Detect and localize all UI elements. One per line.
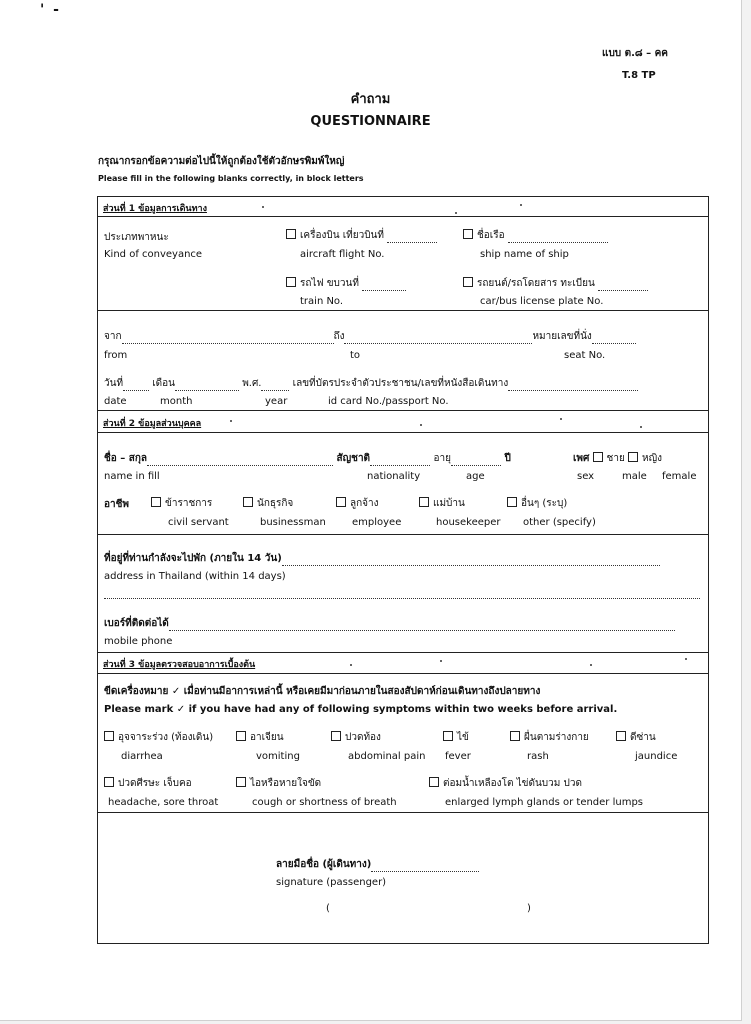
scan-speck bbox=[350, 664, 352, 666]
rash-label-thai: ผื่นตามร่างกาย bbox=[524, 732, 589, 743]
occupation-option-employee[interactable] bbox=[336, 496, 379, 511]
id-field[interactable] bbox=[508, 380, 638, 391]
scan-corner-mark: ' - bbox=[40, 2, 61, 18]
civil-servant-label-thai: ข้าราชการ bbox=[165, 498, 213, 509]
male-label-thai: ชาย bbox=[606, 453, 625, 464]
to-label-thai: ถึง bbox=[333, 331, 345, 342]
nationality-label-english: nationality bbox=[367, 471, 421, 482]
name-label-thai: ชื่อ – สกุล bbox=[104, 453, 148, 464]
symptom-jaundice[interactable] bbox=[616, 730, 656, 745]
occupation-label-thai: อาชีพ bbox=[104, 499, 129, 510]
scan-speck bbox=[560, 418, 562, 420]
month-label-english: month bbox=[160, 396, 193, 407]
date-field[interactable] bbox=[123, 380, 149, 391]
jaundice-label-english: jaundice bbox=[635, 751, 678, 762]
name-label-english: name in fill bbox=[104, 471, 160, 482]
scan-speck bbox=[590, 664, 592, 666]
address-field-line2[interactable] bbox=[104, 588, 700, 599]
signature-open-paren: ( bbox=[326, 903, 330, 914]
year-unit-thai: ปี bbox=[504, 453, 511, 464]
male-label-english: male bbox=[622, 471, 647, 482]
conveyance-label-english: Kind of conveyance bbox=[104, 249, 203, 260]
scan-speck bbox=[262, 206, 264, 208]
conveyance-label-thai: ประเภทพาหนะ bbox=[104, 232, 169, 243]
occupation-option-business[interactable] bbox=[243, 496, 293, 511]
scan-speck bbox=[520, 204, 522, 206]
housekeeper-label-english: housekeeper bbox=[436, 517, 501, 528]
title-english: QUESTIONNAIRE bbox=[310, 114, 431, 129]
signature-row bbox=[276, 857, 479, 872]
to-field[interactable] bbox=[344, 333, 532, 344]
housekeeper-checkbox[interactable] bbox=[419, 497, 429, 507]
year-label-thai: พ.ศ. bbox=[242, 378, 262, 389]
employee-label-english: employee bbox=[352, 517, 402, 528]
mark-instruction-english bbox=[104, 704, 617, 715]
car-checkbox[interactable] bbox=[463, 277, 473, 287]
female-label-thai: หญิง bbox=[642, 453, 662, 464]
mark-instruction-thai bbox=[104, 684, 540, 699]
nationality-label-thai: สัญชาติ bbox=[336, 453, 371, 464]
age-field[interactable] bbox=[451, 455, 501, 466]
age-label-english: age bbox=[466, 471, 485, 482]
instruction-thai: กรุณากรอกข้อความต่อไปนี้ให้ถูกต้องใช้ตัวอักษรพิมพ์ใหญ่ bbox=[98, 156, 345, 167]
other-occupation-label-english: other (specify) bbox=[523, 517, 596, 528]
conveyance-divider bbox=[97, 310, 709, 311]
aircraft-label-english: aircraft flight No. bbox=[300, 249, 385, 260]
instruction-english: Please fill in the following blanks correctly, in block letters bbox=[98, 174, 364, 183]
check-mark-icon: ✓ bbox=[171, 686, 181, 697]
section2-top-divider bbox=[97, 410, 709, 411]
title-thai: คำถาม bbox=[350, 92, 391, 107]
vomiting-label-english: vomiting bbox=[256, 751, 300, 762]
symptom-vomiting[interactable] bbox=[236, 730, 284, 745]
jaundice-checkbox[interactable] bbox=[616, 731, 626, 741]
female-label-english: female bbox=[662, 471, 697, 482]
aircraft-option[interactable] bbox=[286, 228, 437, 243]
occupation-option-civil[interactable] bbox=[151, 496, 212, 511]
rash-label-english: rash bbox=[527, 751, 549, 762]
businessman-label-thai: นักธุรกิจ bbox=[257, 498, 294, 509]
cough-label-english: cough or shortness of breath bbox=[252, 797, 397, 808]
businessman-checkbox[interactable] bbox=[243, 497, 253, 507]
address-label-thai: ที่อยู่ที่ท่านกำลังจะไปพัก (ภายใน 14 วัน) bbox=[104, 553, 282, 564]
mark-instruction-english-a: Please mark bbox=[104, 704, 174, 715]
seat-label-english: seat No. bbox=[564, 350, 606, 361]
signature-label-thai: ลายมือชื่อ (ผู้เดินทาง) bbox=[276, 859, 372, 870]
scan-speck bbox=[440, 660, 442, 662]
car-label-thai: รถยนต์/รถโดยสาร ทะเบียน bbox=[477, 278, 595, 289]
scan-speck bbox=[230, 420, 232, 422]
seat-field[interactable] bbox=[592, 333, 636, 344]
symptom-fever[interactable] bbox=[443, 730, 469, 745]
other-occupation-checkbox[interactable] bbox=[507, 497, 517, 507]
mark-instruction-thai-a: ขีดเครื่องหมาย bbox=[104, 686, 169, 697]
date-label-english: date bbox=[104, 396, 127, 407]
date-label-thai: วันที่ bbox=[104, 378, 124, 389]
phone-row bbox=[104, 616, 675, 631]
from-label-thai: จาก bbox=[104, 331, 122, 342]
form-code-thai: แบบ ต.๘ – คค bbox=[602, 48, 668, 59]
id-label-thai: เลขที่บัตรประจำตัวประชาชน/เลขที่หนังสือเดินทาง bbox=[292, 378, 509, 389]
ship-label-thai: ชื่อเรือ bbox=[477, 230, 505, 241]
male-checkbox[interactable] bbox=[593, 452, 603, 462]
sex-label-thai: เพศ bbox=[573, 453, 590, 464]
date-row bbox=[104, 376, 638, 391]
fever-label-english: fever bbox=[445, 751, 471, 762]
name-row bbox=[104, 451, 511, 466]
symptom-diarrhea[interactable] bbox=[104, 730, 213, 745]
phone-field[interactable] bbox=[169, 620, 675, 631]
housekeeper-label-thai: แม่บ้าน bbox=[433, 498, 465, 509]
plate-number-field[interactable] bbox=[598, 280, 648, 291]
businessman-label-english: businessman bbox=[260, 517, 326, 528]
symptom-lymph[interactable] bbox=[429, 776, 582, 791]
year-label-english: year bbox=[265, 396, 288, 407]
seat-label-thai: หมายเลขที่นั่ง bbox=[532, 331, 592, 342]
car-label-english: car/bus license plate No. bbox=[480, 296, 604, 307]
sex-row bbox=[573, 451, 662, 466]
scan-speck bbox=[420, 424, 422, 426]
abdominal-pain-label-english: abdominal pain bbox=[348, 751, 426, 762]
ship-checkbox[interactable] bbox=[463, 229, 473, 239]
lymph-label-thai: ต่อมน้ำเหลืองโต ไข่ดันบวม ปวด bbox=[443, 778, 582, 789]
employee-checkbox[interactable] bbox=[336, 497, 346, 507]
fever-label-thai: ไข้ bbox=[457, 732, 469, 743]
employee-label-thai: ลูกจ้าง bbox=[350, 498, 379, 509]
mark-instruction-english-b: if you have had any of following symptoms within two weeks before arrival. bbox=[188, 704, 618, 715]
signature-field[interactable] bbox=[371, 861, 479, 872]
section1-title: ส่วนที่ 1 ข้อมูลการเดินทาง bbox=[103, 204, 207, 214]
train-number-field[interactable] bbox=[362, 280, 406, 291]
headache-label-english: headache, sore throat bbox=[108, 797, 219, 808]
address-label-english: address in Thailand (within 14 days) bbox=[104, 571, 286, 582]
vomiting-checkbox[interactable] bbox=[236, 731, 246, 741]
civil-servant-checkbox[interactable] bbox=[151, 497, 161, 507]
diarrhea-checkbox[interactable] bbox=[104, 731, 114, 741]
mark-instruction-thai-b: เมื่อท่านมีอาการเหล่านี้ หรือเคยมีมาก่อนภายในสองสัปดาห์ก่อนเดินทางถึงปลายทาง bbox=[183, 686, 541, 697]
sex-label-english: sex bbox=[577, 471, 595, 482]
ship-name-field[interactable] bbox=[508, 232, 608, 243]
id-label-english: id card No./passport No. bbox=[328, 396, 449, 407]
age-label-thai: อายุ bbox=[433, 453, 452, 464]
symptom-cough[interactable] bbox=[236, 776, 321, 791]
phone-label-thai: เบอร์ที่ติดต่อได้ bbox=[104, 618, 169, 629]
nationality-field[interactable] bbox=[370, 455, 430, 466]
lymph-checkbox[interactable] bbox=[429, 777, 439, 787]
signature-close-paren: ) bbox=[527, 903, 531, 914]
form-frame bbox=[97, 196, 709, 944]
diarrhea-label-thai: อุจจาระร่วง (ท้องเดิน) bbox=[118, 732, 214, 743]
train-label-thai: รถไฟ ขบวนที่ bbox=[300, 278, 359, 289]
flight-number-field[interactable] bbox=[387, 232, 437, 243]
section2-divider bbox=[97, 432, 709, 433]
section2-title: ส่วนที่ 2 ข้อมูลส่วนบุคคล bbox=[103, 419, 202, 429]
lymph-label-english: enlarged lymph glands or tender lumps bbox=[445, 797, 644, 808]
occupation-option-other[interactable] bbox=[507, 496, 567, 511]
address-divider bbox=[97, 534, 709, 535]
train-label-english: train No. bbox=[300, 296, 344, 307]
address-field[interactable] bbox=[282, 555, 660, 566]
section3-title: ส่วนที่ 3 ข้อมูลตรวจสอบอาการเบื้องต้น bbox=[103, 660, 256, 670]
civil-servant-label-english: civil servant bbox=[168, 517, 229, 528]
train-checkbox[interactable] bbox=[286, 277, 296, 287]
month-label-thai: เดือน bbox=[152, 378, 175, 389]
symptom-headache[interactable] bbox=[104, 776, 192, 791]
cough-label-thai: ไอหรือหายใจขัด bbox=[250, 778, 322, 789]
headache-checkbox[interactable] bbox=[104, 777, 114, 787]
female-checkbox[interactable] bbox=[628, 452, 638, 462]
form-code-english: T.8 TP bbox=[622, 70, 656, 81]
car-option[interactable] bbox=[463, 276, 648, 291]
to-label-english: to bbox=[350, 350, 361, 361]
from-row bbox=[104, 329, 636, 344]
year-field[interactable] bbox=[261, 380, 289, 391]
section3-divider bbox=[97, 673, 709, 674]
headache-label-thai: ปวดศีรษะ เจ็บคอ bbox=[118, 778, 192, 789]
abdominal-pain-label-thai: ปวดท้อง bbox=[345, 732, 381, 743]
aircraft-label-thai: เครื่องบิน เที่ยวบินที่ bbox=[300, 230, 384, 241]
from-field[interactable] bbox=[122, 333, 334, 344]
check-mark-icon-2: ✓ bbox=[176, 704, 186, 715]
aircraft-checkbox[interactable] bbox=[286, 229, 296, 239]
from-label-english: from bbox=[104, 350, 128, 361]
symptom-rash[interactable] bbox=[510, 730, 589, 745]
scan-speck bbox=[455, 212, 457, 214]
ship-label-english: ship name of ship bbox=[480, 249, 569, 260]
section3-top-divider bbox=[97, 652, 709, 653]
train-option[interactable] bbox=[286, 276, 406, 291]
other-occupation-label-thai: อื่นๆ (ระบุ) bbox=[521, 498, 568, 509]
address-row bbox=[104, 551, 660, 566]
symptom-abdominal-pain[interactable] bbox=[331, 730, 381, 745]
section1-divider bbox=[97, 216, 709, 217]
fever-checkbox[interactable] bbox=[443, 731, 453, 741]
signature-divider bbox=[97, 812, 709, 813]
abdominal-pain-checkbox[interactable] bbox=[331, 731, 341, 741]
month-field[interactable] bbox=[175, 380, 239, 391]
jaundice-label-thai: ดีซ่าน bbox=[630, 732, 656, 743]
signature-label-english: signature (passenger) bbox=[276, 877, 387, 888]
phone-label-english: mobile phone bbox=[104, 636, 173, 647]
rash-checkbox[interactable] bbox=[510, 731, 520, 741]
diarrhea-label-english: diarrhea bbox=[121, 751, 163, 762]
vomiting-label-thai: อาเจียน bbox=[250, 732, 284, 743]
cough-checkbox[interactable] bbox=[236, 777, 246, 787]
name-field[interactable] bbox=[147, 455, 333, 466]
scan-speck bbox=[640, 426, 642, 428]
scan-speck bbox=[685, 658, 687, 660]
ship-option[interactable] bbox=[463, 228, 608, 243]
occupation-option-housekeeper[interactable] bbox=[419, 496, 465, 511]
